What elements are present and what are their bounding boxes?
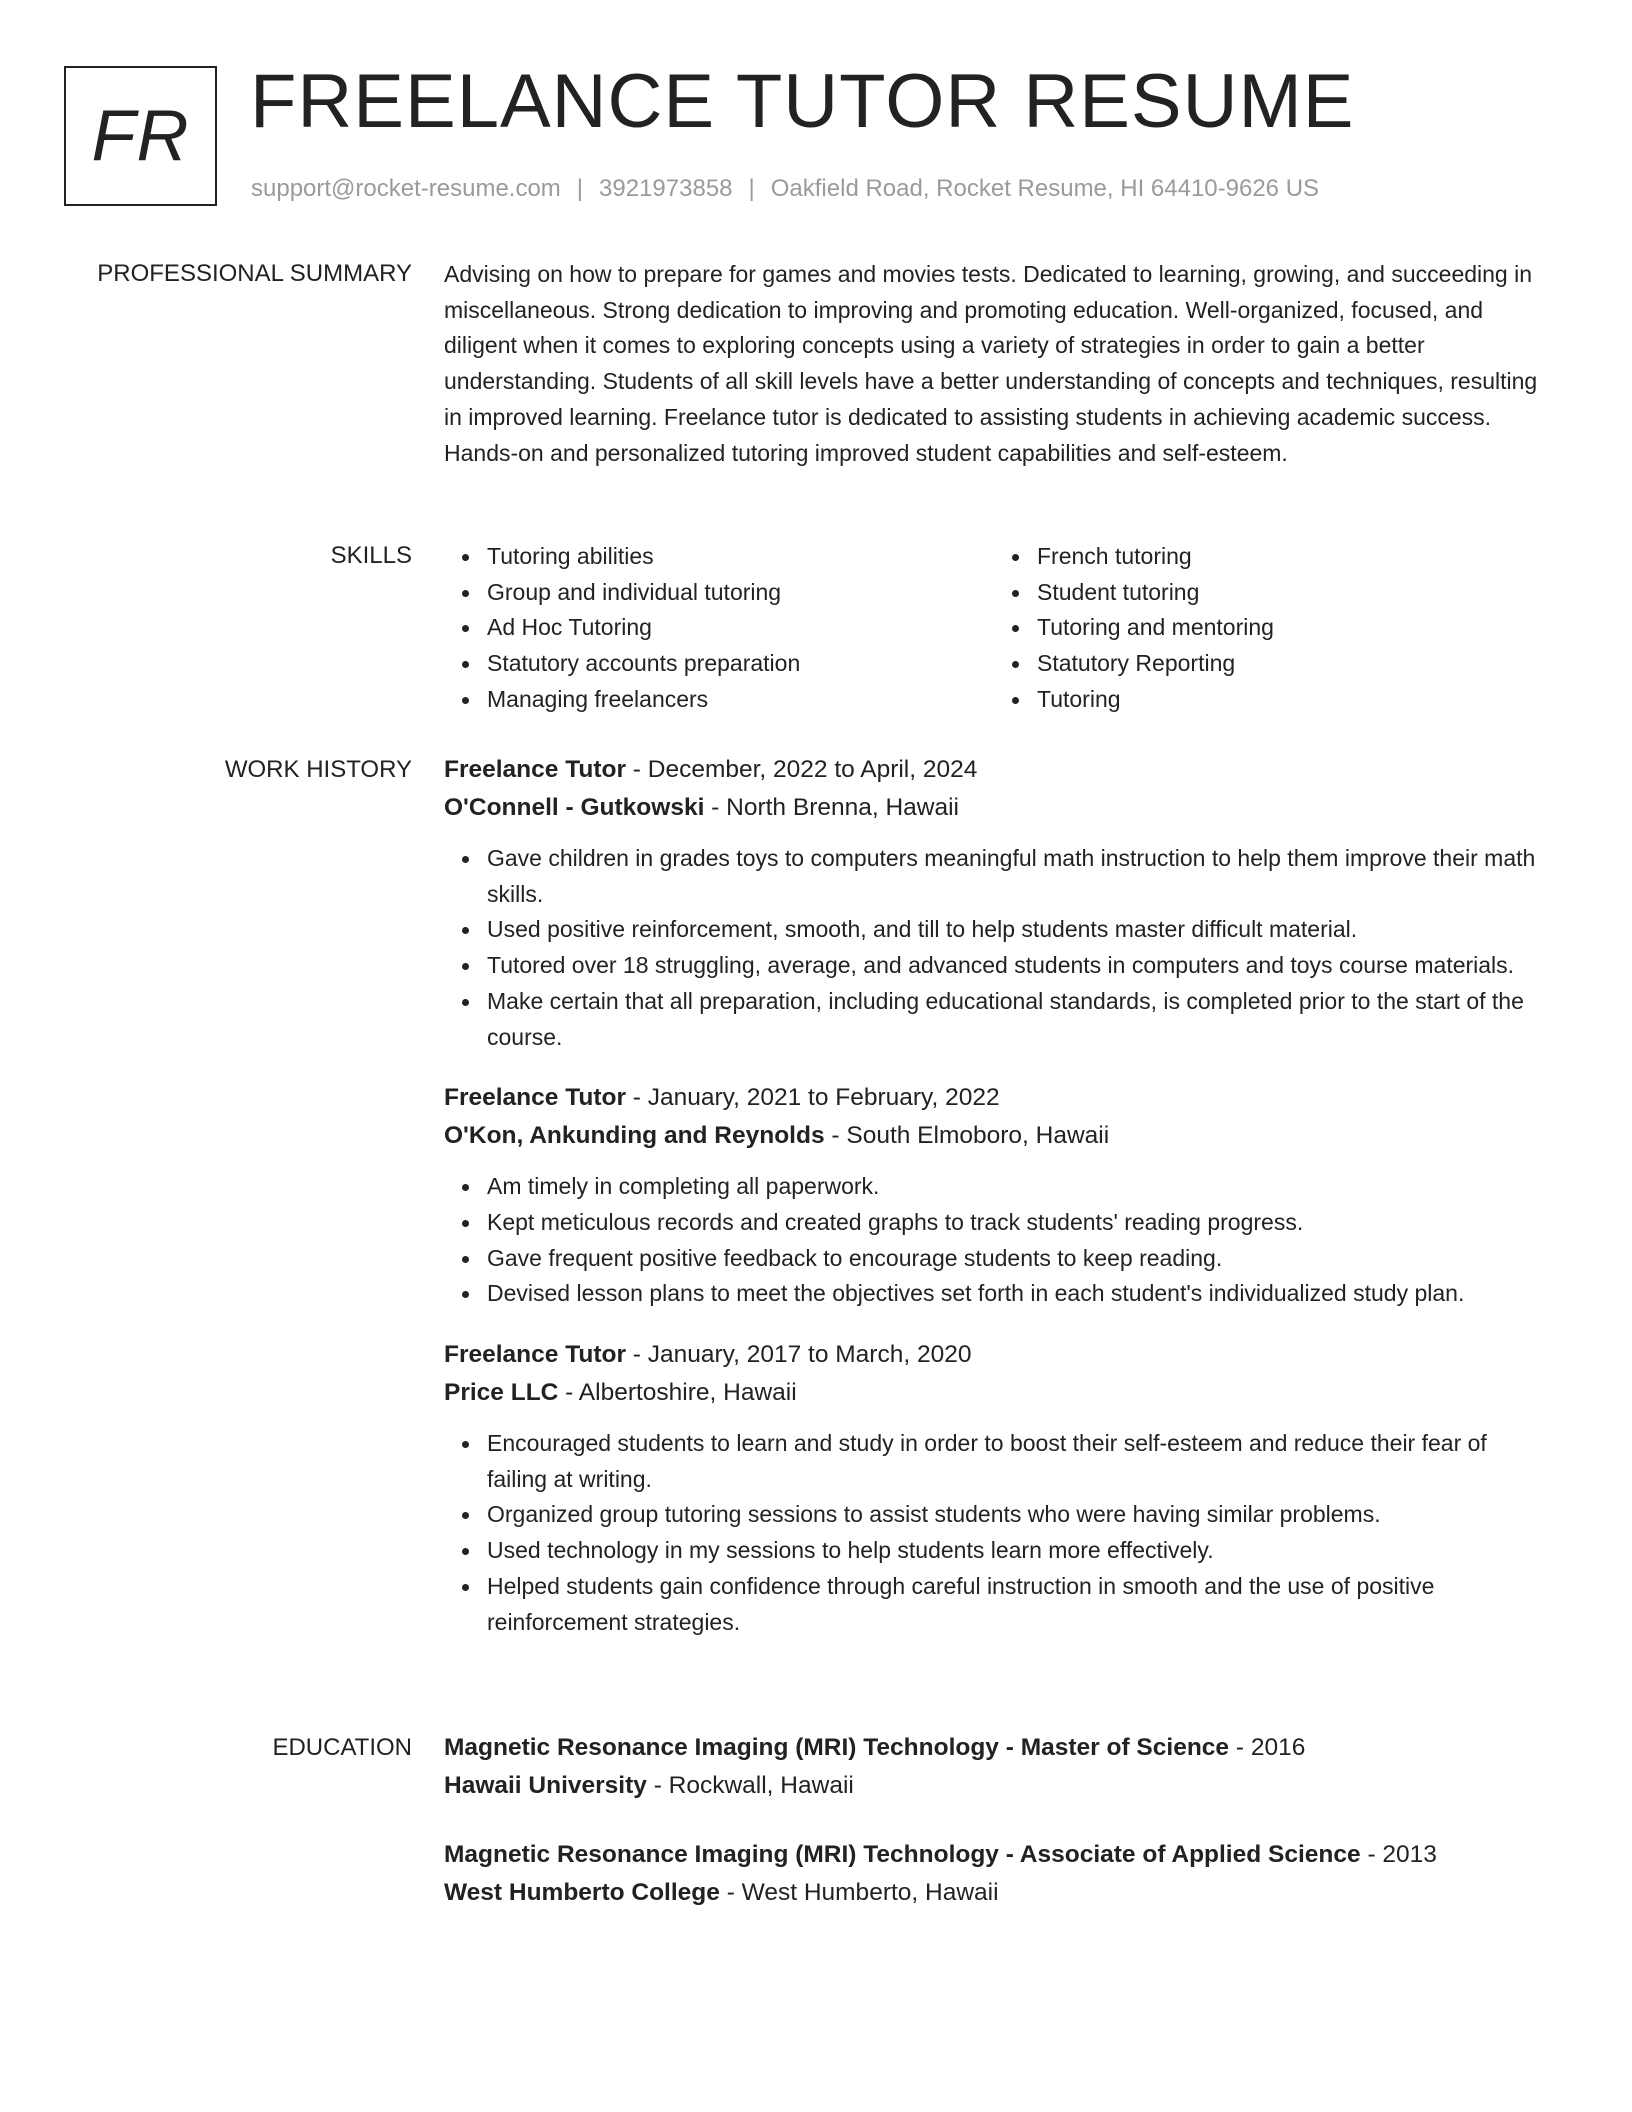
contact-separator: | [576,175,584,202]
job-bullet: Make certain that all preparation, including educational standards, is completed prior to the start of the course. [487,984,1544,1055]
skills-grid [444,539,1544,718]
skill-item: Tutoring abilities [487,539,994,575]
school-name: West Humberto College [444,1879,720,1906]
school-name: Hawaii University [444,1772,647,1799]
job-bullet: Gave children in grades toys to computers meaningful math instruction to help them improve their math skills. [487,841,1544,912]
degree-line [444,1836,1544,1874]
skills-column-right [994,539,1544,718]
school-line [444,1767,1544,1805]
monogram-logo: FR [64,66,217,206]
job-location: - North Brenna, Hawaii [704,794,960,821]
degree-year: - 2016 [1229,1734,1306,1761]
job-company-line [444,1117,1544,1155]
skill-item: Tutoring [1037,682,1544,718]
job-bullets [444,1426,1544,1640]
job-title-line [444,1079,1544,1117]
job-entry [444,1336,1544,1640]
section-heading: WORK HISTORY [224,756,412,783]
contact-phone[interactable]: 3921973858 [599,175,733,202]
job-dates: - January, 2017 to March, 2020 [625,1341,972,1369]
contact-separator: | [748,175,755,202]
job-bullet: Used technology in my sessions to help students learn more effectively. [487,1533,1544,1569]
education-entry [444,1729,1544,1805]
degree-year: - 2013 [1360,1841,1437,1868]
job-bullet: Am timely in completing all paperwork. [487,1169,1544,1205]
job-company-line [444,789,1544,827]
job-bullet: Used positive reinforcement, smooth, and till to help students master difficult material. [487,912,1544,948]
section-heading: EDUCATION [272,1734,412,1761]
skill-item: Ad Hoc Tutoring [487,610,994,646]
skills-body [444,539,1544,718]
summary-text: Advising on how to prepare for games and movies tests. Dedicated to learning, growing, and succeeding in miscellaneous. Strong dedication to improving and promoting education. Well-organized, focused, and diligent when it comes to exploring concepts using a variety of strategies in order to gain a better understanding. Students of all skill levels have a better understanding of concepts and techniques, resulting in improved learning. Freelance tutor is dedicated to assisting students in achieving academic success. Hands-on and personalized tutoring improved student capabilities and self-esteem. [444,261,1538,466]
contact-email[interactable]: support@rocket-resume.com [251,175,561,202]
job-bullet: Organized group tutoring sessions to assist students who were having similar problems. [487,1497,1544,1533]
job-bullet: Devised lesson plans to meet the objectives set forth in each student's individualized study plan. [487,1276,1544,1312]
job-location: - Albertoshire, Hawaii [558,1379,797,1407]
section-heading: SKILLS [330,542,412,569]
skill-item: Group and individual tutoring [487,575,994,611]
school-location: - West Humberto, Hawaii [719,1879,999,1906]
job-company: Price LLC [444,1379,559,1407]
job-location: - South Elmoboro, Hawaii [824,1122,1110,1150]
school-location: - Rockwall, Hawaii [646,1772,854,1799]
job-bullet: Helped students gain confidence through careful instruction in smooth and the use of positive reinforcement strategies. [487,1569,1544,1640]
job-entry [444,751,1544,1055]
skills-column-left [444,539,994,718]
job-company-line [444,1374,1544,1412]
summary-body [444,257,1544,471]
job-company: O'Connell - Gutkowski [444,794,705,821]
job-bullets [444,841,1544,1055]
job-bullet: Tutored over 18 struggling, average, and advanced students in computers and toys course materials. [487,948,1544,984]
skill-item: Managing freelancers [487,682,994,718]
skill-item: Statutory Reporting [1037,646,1544,682]
skill-item: Student tutoring [1037,575,1544,611]
school-line [444,1874,1544,1912]
job-entry [444,1079,1544,1312]
job-bullet: Encouraged students to learn and study in order to boost their self-esteem and reduce their fear of failing at writing. [487,1426,1544,1497]
degree-name: Magnetic Resonance Imaging (MRI) Technology - Master of Science [444,1734,1230,1761]
job-bullet: Gave frequent positive feedback to encourage students to keep reading. [487,1241,1544,1277]
job-title: Freelance Tutor [444,1341,626,1369]
skill-item: Tutoring and mentoring [1037,610,1544,646]
job-dates: - January, 2021 to February, 2022 [625,1084,1000,1112]
job-bullet: Kept meticulous records and created graphs to track students' reading progress. [487,1205,1544,1241]
degree-name: Magnetic Resonance Imaging (MRI) Technology - Associate of Applied Science [444,1841,1361,1868]
contact-line [251,175,1319,203]
education-entry [444,1836,1544,1912]
job-title-line [444,751,1544,789]
resume-title: FREELANCE TUTOR RESUME [250,59,1355,144]
skill-item: Statutory accounts preparation [487,646,994,682]
work-history-body [444,751,1544,1664]
section-heading: PROFESSIONAL SUMMARY [97,260,412,287]
skill-item: French tutoring [1037,539,1544,575]
job-title: Freelance Tutor [444,1084,626,1112]
contact-address: Oakfield Road, Rocket Resume, HI 64410-9626 US [770,175,1320,202]
job-bullets [444,1169,1544,1312]
degree-line [444,1729,1544,1767]
job-dates: - December, 2022 to April, 2024 [625,756,978,783]
job-title-line [444,1336,1544,1374]
job-title: Freelance Tutor [444,756,626,783]
job-company: O'Kon, Ankunding and Reynolds [444,1122,825,1150]
education-body [444,1729,1544,1943]
